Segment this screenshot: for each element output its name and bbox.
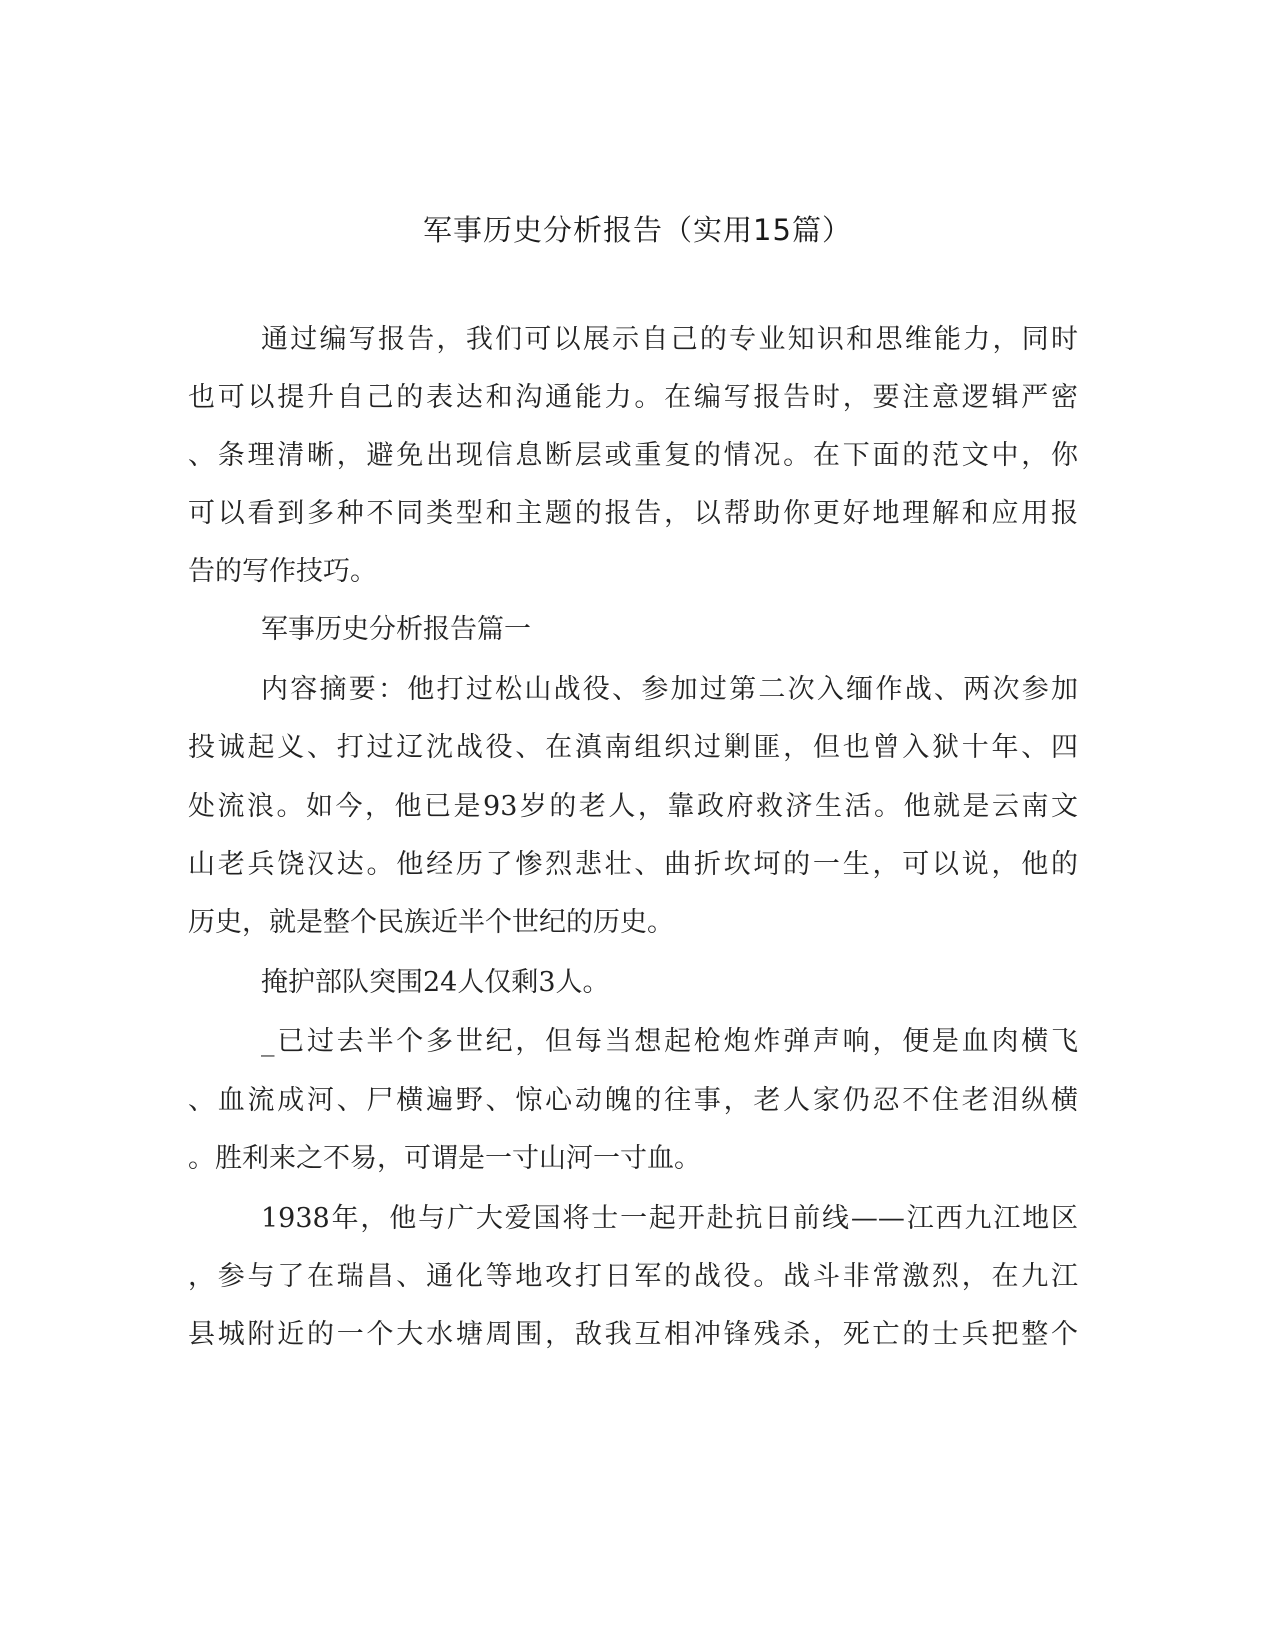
paragraph-1-line-2: 也可以提升自己的表达和沟通能力。在编写报告时，要注意逻辑严密: [188, 382, 1078, 413]
document-title: 军事历史分析报告（实用15篇）: [423, 213, 852, 247]
paragraph-2-line-1: 内容摘要：他打过松山战役、参加过第二次入缅作战、两次参加: [261, 674, 1078, 705]
paragraph-5-line-3: 县城附近的一个大水塘周围，敌我互相冲锋残杀，死亡的士兵把整个: [188, 1319, 1078, 1350]
paragraph-2-line-2: 投诚起义、打过辽沈战役、在滇南组织过剿匪，但也曾入狱十年、四: [188, 732, 1078, 763]
paragraph-2-line-4: 山老兵饶汉达。他经历了惨烈悲壮、曲折坎坷的一生，可以说，他的: [188, 849, 1078, 880]
paragraph-4-line-2: 、血流成河、尸横遍野、惊心动魄的往事，老人家仍忍不住老泪纵横: [188, 1085, 1078, 1116]
paragraph-4-line-1: _已过去半个多世纪，但每当想起枪炮炸弹声响，便是血肉横飞: [261, 1026, 1078, 1057]
section-heading: 军事历史分析报告篇一: [261, 614, 531, 645]
paragraph-5-line-1: 1938年，他与广大爱国将士一起开赴抗日前线——江西九江地区: [261, 1203, 1078, 1234]
paragraph-1-line-3: 、条理清晰，避免出现信息断层或重复的情况。在下面的范文中，你: [188, 440, 1078, 471]
paragraph-1-line-1: 通过编写报告，我们可以展示自己的专业知识和思维能力，同时: [261, 324, 1078, 355]
paragraph-4-line-3: 。胜利来之不易，可谓是一寸山河一寸血。: [188, 1143, 701, 1174]
paragraph-2-line-5: 历史，就是整个民族近半个世纪的历史。: [188, 907, 674, 938]
paragraph-3-line-1: 掩护部队突围24人仅剩3人。: [261, 967, 610, 998]
paragraph-1-line-5: 告的写作技巧。: [188, 556, 377, 587]
paragraph-1-line-4: 可以看到多种不同类型和主题的报告，以帮助你更好地理解和应用报: [188, 498, 1078, 529]
paragraph-5-line-2: ，参与了在瑞昌、通化等地攻打日军的战役。战斗非常激烈，在九江: [188, 1261, 1078, 1292]
paragraph-2-line-3: 处流浪。如今，他已是93岁的老人，靠政府救济生活。他就是云南文: [188, 791, 1078, 822]
